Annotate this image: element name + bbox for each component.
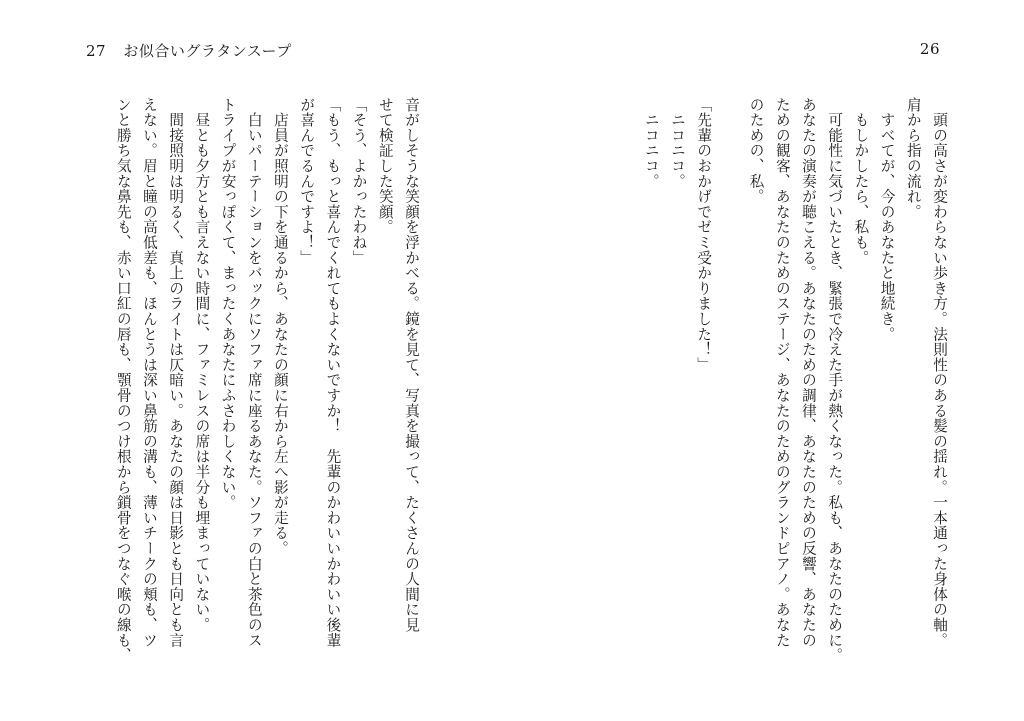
body-line: あなたの演奏が聴こえる。あなたのための調律、あなたのための反響、あなたの <box>799 97 817 648</box>
body-line: ニコニコ。 <box>642 97 660 189</box>
body-line: 「そう、よかったわね」 <box>350 97 368 266</box>
body-line: 可能性に気づいたとき、緊張で冷えた手が熱くなった。私も、あなたのために。 <box>826 97 844 664</box>
left-page-number: 27 <box>86 42 107 60</box>
right-page-body <box>638 97 952 687</box>
running-title: お似合いグラタンスープ <box>123 42 292 60</box>
body-line: もしかしたら、私も。 <box>852 97 870 266</box>
left-page-header <box>86 40 292 61</box>
body-line: ンと勝ち気な鼻先も、赤い口紅の唇も、顎骨のつけ根から鎖骨をつなぐ喉の線も、 <box>114 97 132 664</box>
body-line: 白いパーテーションをバックにソファ席に座るあなた。ソファの白と茶色のス <box>245 97 263 648</box>
left-page-body <box>110 97 424 687</box>
body-line: トライプが安っぽくて、まったくあなたにふさわしくない。 <box>219 97 237 511</box>
body-line: 店員が照明の下を通るから、あなたの顔に右から左へ影が走る。 <box>271 97 289 556</box>
body-line: 間接照明は明るく、真上のライトは仄暗い。あなたの顔は日影とも日向とも言 <box>167 97 185 648</box>
body-line: ための観客、あなたのためのステージ、あなたのためのグランドピアノ。あなた <box>773 97 791 648</box>
scene-break <box>716 97 742 687</box>
body-line: せて検証した笑顔。 <box>376 97 394 235</box>
body-line: のための、私。 <box>747 97 765 205</box>
right-page-number: 26 <box>919 40 940 58</box>
body-line: 頭の高さが変わらない歩き方。法則性のある髪の揺れ。一本通った身体の軸。 <box>931 97 948 648</box>
body-line: 肩から指の流れ。 <box>904 97 922 220</box>
body-line: 「先輩のおかげでゼミ受かりました！」 <box>695 97 713 373</box>
body-line: が喜んでるんですよ！」 <box>298 97 316 266</box>
body-line: えない。眉と瞳の高低差も、ほんとうは深い鼻筋の溝も、薄いチークの頬も、ツ <box>140 97 158 648</box>
body-line: 音がしそうな笑顔を浮かべる。鏡を見て、写真を撮って、たくさんの人間に見 <box>403 97 420 633</box>
body-line: すべてが、今のあなたと地続き。 <box>878 97 896 342</box>
body-line: 昼とも夕方とも言えない時間に、ファミレスの席は半分も埋まっていない。 <box>193 97 211 633</box>
body-line: ニコニコ。 <box>668 97 686 189</box>
right-page-header <box>920 40 940 58</box>
right-page <box>512 0 1024 721</box>
body-line: 「もう、もっと喜んでくれてもよくないですか！ 先輩のかわいいかわいい後輩 <box>324 97 342 648</box>
